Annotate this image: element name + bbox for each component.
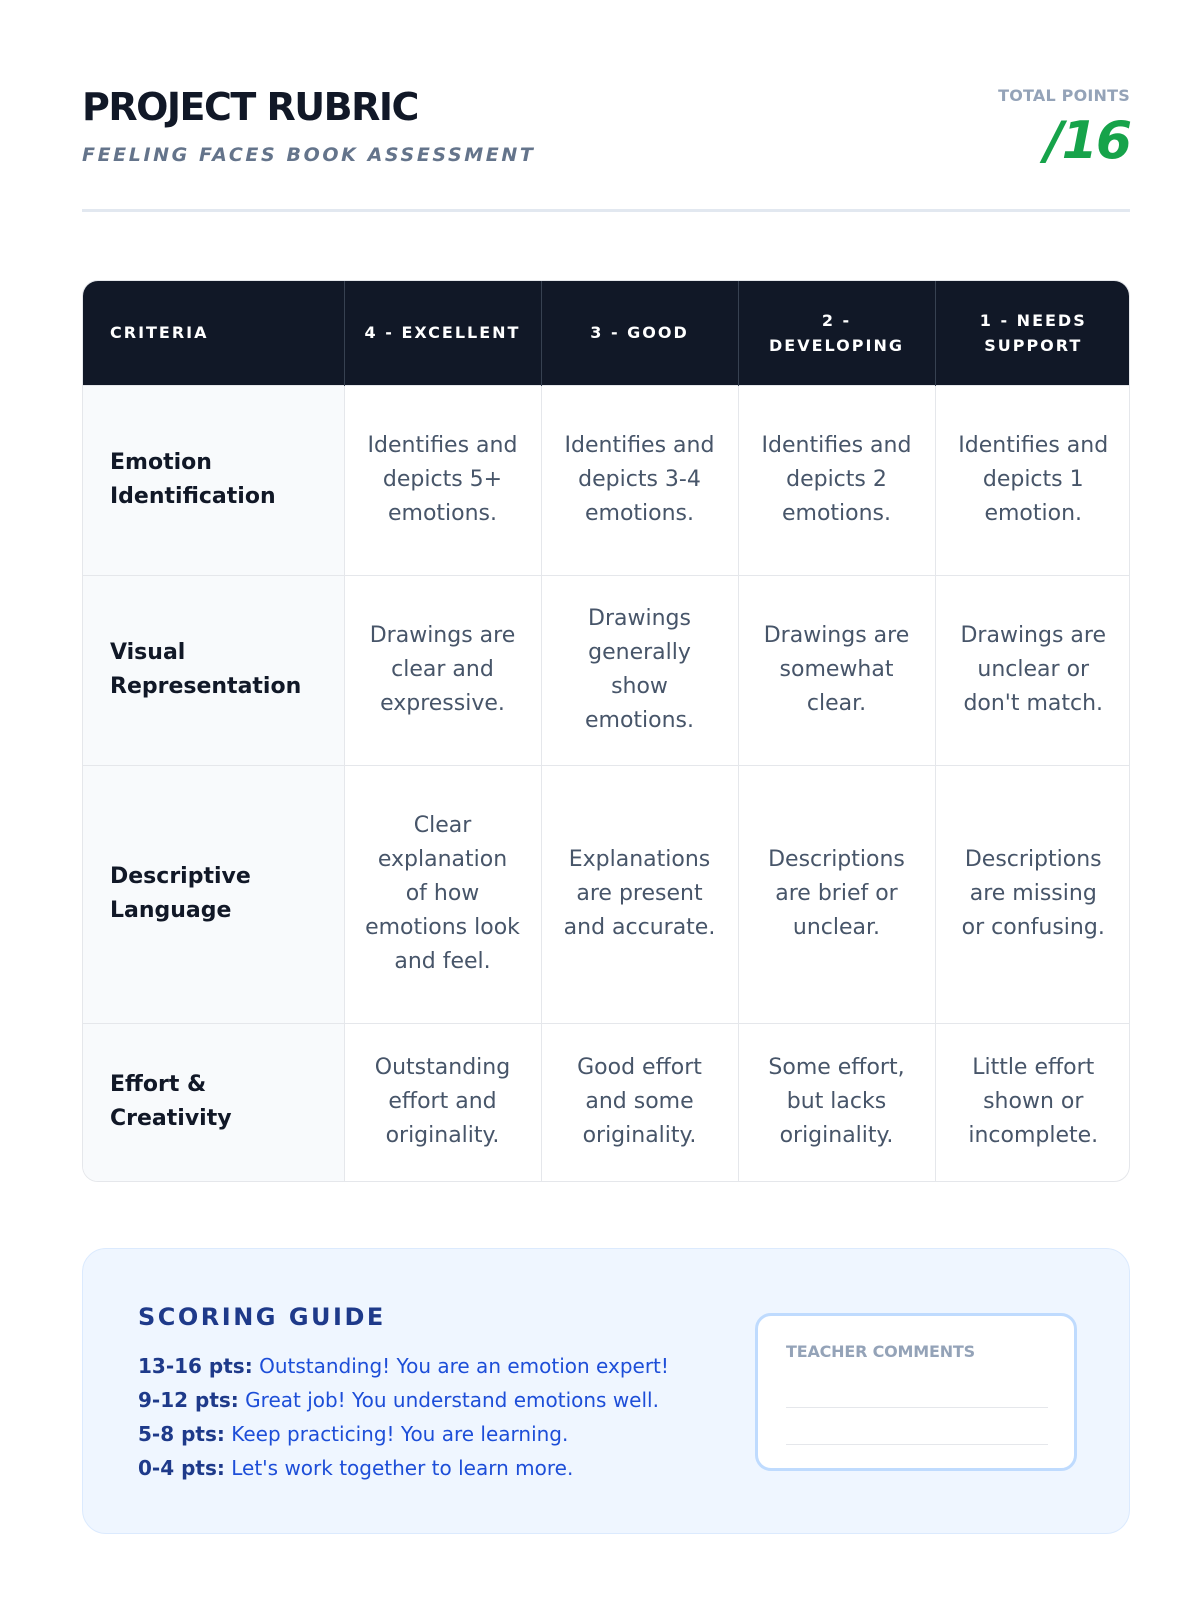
table-cell: Identifies and depicts 2 emotions. [738, 385, 935, 575]
rubric-table [82, 280, 1130, 1182]
table-row [83, 575, 1130, 765]
table-cell: Some effort, but lacks originality. [738, 1023, 935, 1181]
total-points-label: TOTAL POINTS [998, 86, 1130, 105]
column-header-developing: 2 - DEVELOPING [738, 281, 935, 385]
score-range: 5-8 pts: [138, 1422, 225, 1446]
scoring-guide-title: SCORING GUIDE [138, 1303, 386, 1331]
score-description: Great job! You understand emotions well. [245, 1388, 659, 1412]
column-header-criteria: CRITERIA [83, 281, 344, 385]
table-cell: Drawings are clear and expressive. [344, 575, 541, 765]
page-title: PROJECT RUBRIC [82, 85, 418, 129]
list-item [138, 1349, 669, 1383]
score-description: Outstanding! You are an emotion expert! [259, 1354, 669, 1378]
list-item [138, 1451, 669, 1485]
list-item [138, 1383, 669, 1417]
table-cell: Identifies and depicts 5+ emotions. [344, 385, 541, 575]
table-cell: Identifies and depicts 3-4 emotions. [541, 385, 738, 575]
table-cell: Descriptions are brief or unclear. [738, 765, 935, 1023]
teacher-comments-box[interactable] [755, 1313, 1077, 1471]
table-header-row [83, 281, 1130, 385]
table-row [83, 765, 1130, 1023]
table-cell: Clear explanation of how emotions look and feel. [344, 765, 541, 1023]
column-header-good: 3 - GOOD [541, 281, 738, 385]
table-cell: Good effort and some originality. [541, 1023, 738, 1181]
page-subtitle: FEELING FACES BOOK ASSESSMENT [82, 144, 536, 166]
criterion-label: Descriptive Language [83, 765, 344, 1023]
column-header-excellent: 4 - EXCELLENT [344, 281, 541, 385]
table-cell: Explanations are present and accurate. [541, 765, 738, 1023]
comment-line [786, 1407, 1048, 1408]
list-item [138, 1417, 669, 1451]
table-cell: Drawings generally show emotions. [541, 575, 738, 765]
scoring-guide-list [138, 1349, 669, 1485]
column-header-needs-support: 1 - NEEDS SUPPORT [979, 310, 1087, 355]
table-row [83, 385, 1130, 575]
score-description: Let's work together to learn more. [231, 1456, 574, 1480]
header-divider [82, 209, 1130, 212]
table-cell: Little effort shown or incomplete. [935, 1023, 1130, 1181]
criterion-label: Effort & Creativity [83, 1023, 344, 1181]
score-range: 9-12 pts: [138, 1388, 239, 1412]
criterion-label: Emotion Identification [83, 385, 344, 575]
criterion-label: Visual Representation [83, 575, 344, 765]
table-row [83, 1023, 1130, 1181]
table-cell: Drawings are somewhat clear. [738, 575, 935, 765]
total-points-value: /16 [1044, 111, 1130, 171]
score-range: 0-4 pts: [138, 1456, 225, 1480]
comment-line [786, 1444, 1048, 1445]
header [82, 84, 1130, 212]
teacher-comments-label: TEACHER COMMENTS [786, 1342, 975, 1361]
table-cell: Outstanding effort and originality. [344, 1023, 541, 1181]
table-cell: Drawings are unclear or don't match. [935, 575, 1130, 765]
scoring-guide [82, 1248, 1130, 1534]
table-cell: Descriptions are missing or confusing. [935, 765, 1130, 1023]
score-range: 13-16 pts: [138, 1354, 253, 1378]
score-description: Keep practicing! You are learning. [231, 1422, 569, 1446]
table-cell: Identifies and depicts 1 emotion. [935, 385, 1130, 575]
